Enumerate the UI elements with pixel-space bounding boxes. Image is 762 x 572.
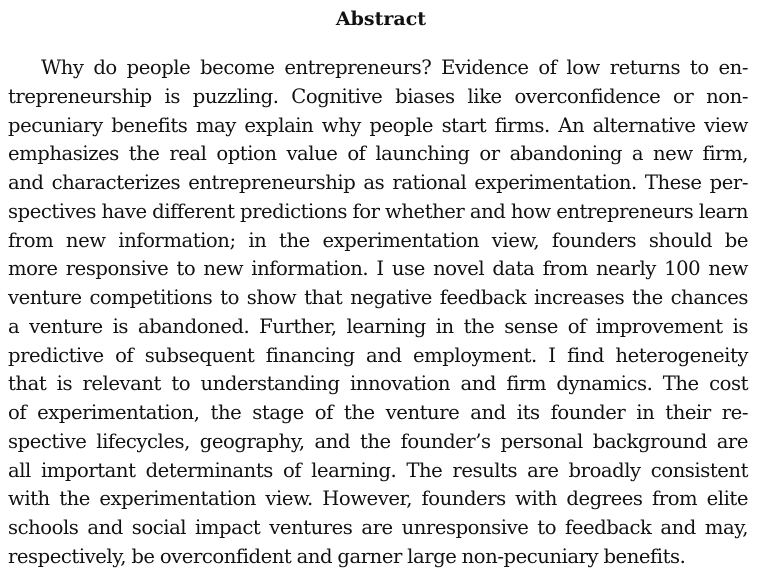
abstract-line: spectives have different predictions for whether and how entrepreneurs learn <box>8 199 748 223</box>
abstract-line: all important determinants of learning. The results are broadly consistent <box>8 458 748 482</box>
abstract-line: more responsive to new information. I use novel data from nearly 100 new <box>8 257 748 281</box>
abstract-line: a venture is abandoned. Further, learning in the sense of improvement is <box>8 314 748 338</box>
abstract-heading: Abstract <box>335 8 427 30</box>
abstract-line: from new information; in the experimentation view, founders should be <box>8 228 748 252</box>
abstract-line: and characterizes entrepreneurship as rational experimentation. These per- <box>8 171 748 194</box>
abstract-line: trepreneurship is puzzling. Cognitive biases like overconfidence or non- <box>8 84 748 108</box>
abstract-line: pecuniary benefits may explain why people start firms. An alternative view <box>8 113 748 137</box>
abstract-line: with the experimentation view. However, founders with degrees from elite <box>8 487 748 511</box>
abstract-line: venture competitions to show that negative feedback increases the chances <box>8 286 748 309</box>
abstract-line: respectively, be overconfident and garner large non-pecuniary benefits. <box>8 544 686 568</box>
abstract-line: of experimentation, the stage of the venture and its founder in their re- <box>8 401 748 424</box>
abstract-line: spective lifecycles, geography, and the founder’s personal background are <box>8 429 748 453</box>
abstract-line: schools and social impact ventures are unresponsive to feedback and may, <box>8 516 748 539</box>
abstract-line: emphasizes the real option value of launching or abandoning a new firm, <box>8 142 748 166</box>
abstract-line: predictive of subsequent financing and employment. I find heterogeneity <box>8 343 748 367</box>
abstract-line: Why do people become entrepreneurs? Evidence of low returns to en- <box>41 56 748 79</box>
abstract-line: that is relevant to understanding innovation and firm dynamics. The cost <box>8 372 748 396</box>
abstract-paragraph <box>8 54 748 572</box>
